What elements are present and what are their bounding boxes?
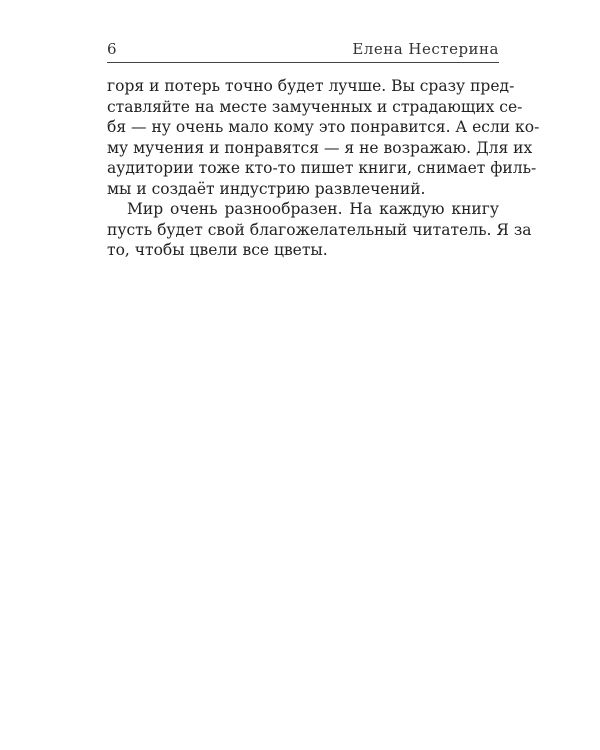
- text-line: бя — ну очень мало кому это понравится. А если ко-: [107, 118, 540, 136]
- paragraph-1: [107, 76, 540, 199]
- text-line: му мучения и понравятся — я не возражаю. Для их: [107, 138, 533, 157]
- text-line: аудитории тоже кто-то пишет книги, снимает филь-: [107, 159, 537, 177]
- text-line: пусть будет свой благожелательный читатель. Я за: [107, 220, 532, 239]
- page-number: 6: [107, 40, 118, 58]
- book-page: [107, 38, 540, 261]
- text-line: ставляйте на месте замученных и страдающих се-: [107, 97, 523, 116]
- paragraph-2: [107, 199, 532, 261]
- text-line: Мир очень разнообразен. На каждую книгу: [127, 200, 499, 218]
- running-head-author: Елена Нестерина: [352, 40, 499, 58]
- text-line: то, чтобы цвели все цветы.: [107, 241, 328, 259]
- text-line: мы и создаёт индустрию развлечений.: [107, 179, 426, 198]
- text-line: горя и потерь точно будет лучше. Вы сразу пред-: [107, 77, 515, 95]
- header-rule: [107, 62, 499, 63]
- body-text: [107, 76, 540, 261]
- running-head: [107, 38, 499, 62]
